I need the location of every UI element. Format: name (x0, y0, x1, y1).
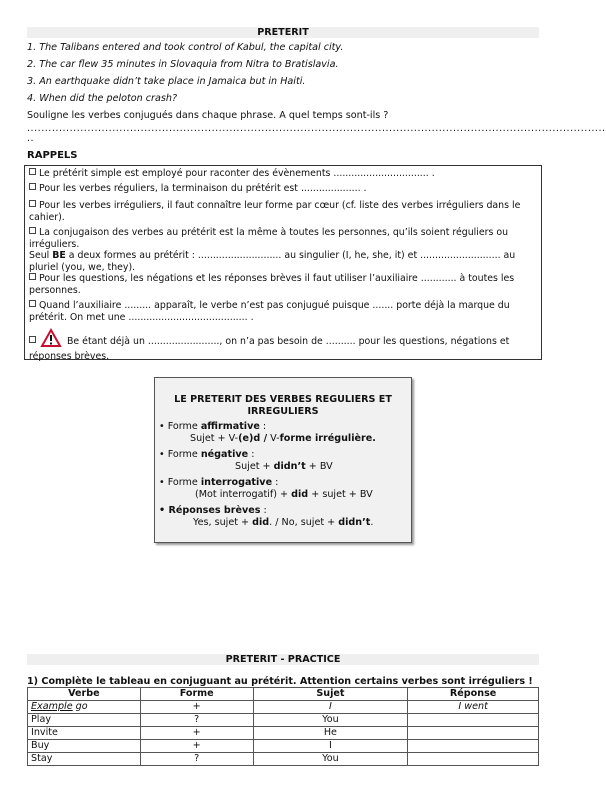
grammar-title: LE PRETERIT DES VERBES REGULIERS ET IRREGULIERS (174, 394, 392, 417)
row-sujet: You (253, 753, 408, 766)
warning-icon (41, 329, 61, 351)
row-verbe: Invite (28, 727, 141, 740)
instruction: Souligne les verbes conjugués dans chaque phrase. A quel temps sont-ils ? (27, 110, 389, 121)
checkbox-icon (29, 273, 36, 280)
row-reponse-cell[interactable] (408, 727, 539, 740)
short-answers-formula: Yes, sujet + did. / No, sujet + didn’t. (193, 517, 374, 528)
checkbox-icon (29, 336, 36, 343)
table-header-row (28, 688, 539, 701)
row-reponse-cell[interactable] (408, 753, 539, 766)
checkbox-icon (29, 200, 36, 207)
row-reponse-cell[interactable] (408, 714, 539, 727)
row-sujet: He (253, 727, 408, 740)
row-sujet: I (253, 740, 408, 753)
sentence-3: 3. An earthquake didn’t take place in Jamaica but in Haiti. (27, 76, 306, 87)
table-row (28, 753, 539, 766)
rappel-1: Le prétérit simple est employé pour raconter des évènements ................................ . (29, 168, 537, 180)
practice-question: 1) Complète le tableau en conjuguant au prétérit. Attention certains verbes sont irréguliers ! (27, 676, 533, 687)
rappel-2: Pour les verbes réguliers, la terminaison du prétérit est .................... . (29, 183, 537, 195)
rappel-7: Be étant déjà un ........................, on n’a pas besoin de .......... pour les questions, négations et réponses brèves. (29, 329, 537, 362)
row-verbe: Play (28, 714, 141, 727)
table-row-example (28, 701, 539, 714)
column-header-sujet: Sujet (253, 688, 408, 701)
rappel-6: Quand l’auxiliaire ......... apparaît, le verbe n’est pas conjugué puisque ....... porte déjà la marque du prétérit. On met une ........................................ . (29, 300, 510, 323)
table-row (28, 714, 539, 727)
sentence-4: 4. When did the peloton crash? (27, 93, 178, 104)
table-row (28, 727, 539, 740)
negative-formula: Sujet + didn’t + BV (235, 461, 333, 472)
short-answers-label: • Réponses brèves : (159, 505, 267, 516)
example-forme: + (140, 701, 253, 714)
column-header-reponse: Réponse (408, 688, 539, 701)
row-forme: ? (140, 753, 253, 766)
negative-label: • Forme négative : (159, 449, 255, 460)
answer-line[interactable]: ................................................................................................................................................................... (27, 123, 606, 134)
checkbox-icon (29, 183, 36, 190)
row-forme: + (140, 740, 253, 753)
column-header-forme: Forme (140, 688, 253, 701)
rappel-5: Pour les questions, les négations et les réponses brèves il faut utiliser l’auxiliaire ............ à toutes les personnes. (29, 273, 515, 296)
practice-title: PRETERIT - PRACTICE (27, 654, 539, 665)
row-sujet: You (253, 714, 408, 727)
example-sujet: I (253, 701, 408, 714)
rappel-4: La conjugaison des verbes au prétérit est la même à toutes les personnes, qu’ils soient réguliers ou irréguliers. Seul BE a deux formes au prétérit : ............................ au singulier (I, he, she, it) et ........................... au pluriel (you, we, they). (29, 227, 516, 273)
sentence-1: 1. The Talibans entered and took control of Kabul, the capital city. (27, 42, 344, 53)
column-header-verbe: Verbe (28, 688, 141, 701)
row-forme: + (140, 727, 253, 740)
table-row (28, 740, 539, 753)
rappels-title: RAPPELS (27, 150, 78, 161)
row-forme: ? (140, 714, 253, 727)
affirmative-label: • Forme affirmative : (159, 421, 267, 432)
example-verbe: Example go (28, 701, 141, 714)
row-verbe: Stay (28, 753, 141, 766)
interrogative-label: • Forme interrogative : (159, 477, 279, 488)
row-reponse-cell[interactable] (408, 740, 539, 753)
checkbox-icon (29, 168, 36, 175)
interrogative-formula: (Mot interrogatif) + did + sujet + BV (195, 489, 373, 500)
affirmative-formula: Sujet + V-(e)d / V-forme irrégulière. (190, 433, 376, 444)
checkbox-icon (29, 300, 36, 307)
answer-line-end: .. (27, 133, 35, 144)
row-verbe: Buy (28, 740, 141, 753)
checkbox-icon (29, 227, 36, 234)
page-title: PRETERIT (27, 27, 539, 38)
example-reponse: I went (408, 701, 539, 714)
rappel-3: Pour les verbes irréguliers, il faut connaître leur forme par cœur (cf. liste des verbes irréguliers dans le cahier). (29, 200, 521, 223)
rappels-box (24, 165, 542, 360)
practice-table (27, 687, 539, 766)
grammar-box (154, 377, 412, 543)
sentence-2: 2. The car flew 35 minutes in Slovaquia from Nitra to Bratislavia. (27, 59, 339, 70)
